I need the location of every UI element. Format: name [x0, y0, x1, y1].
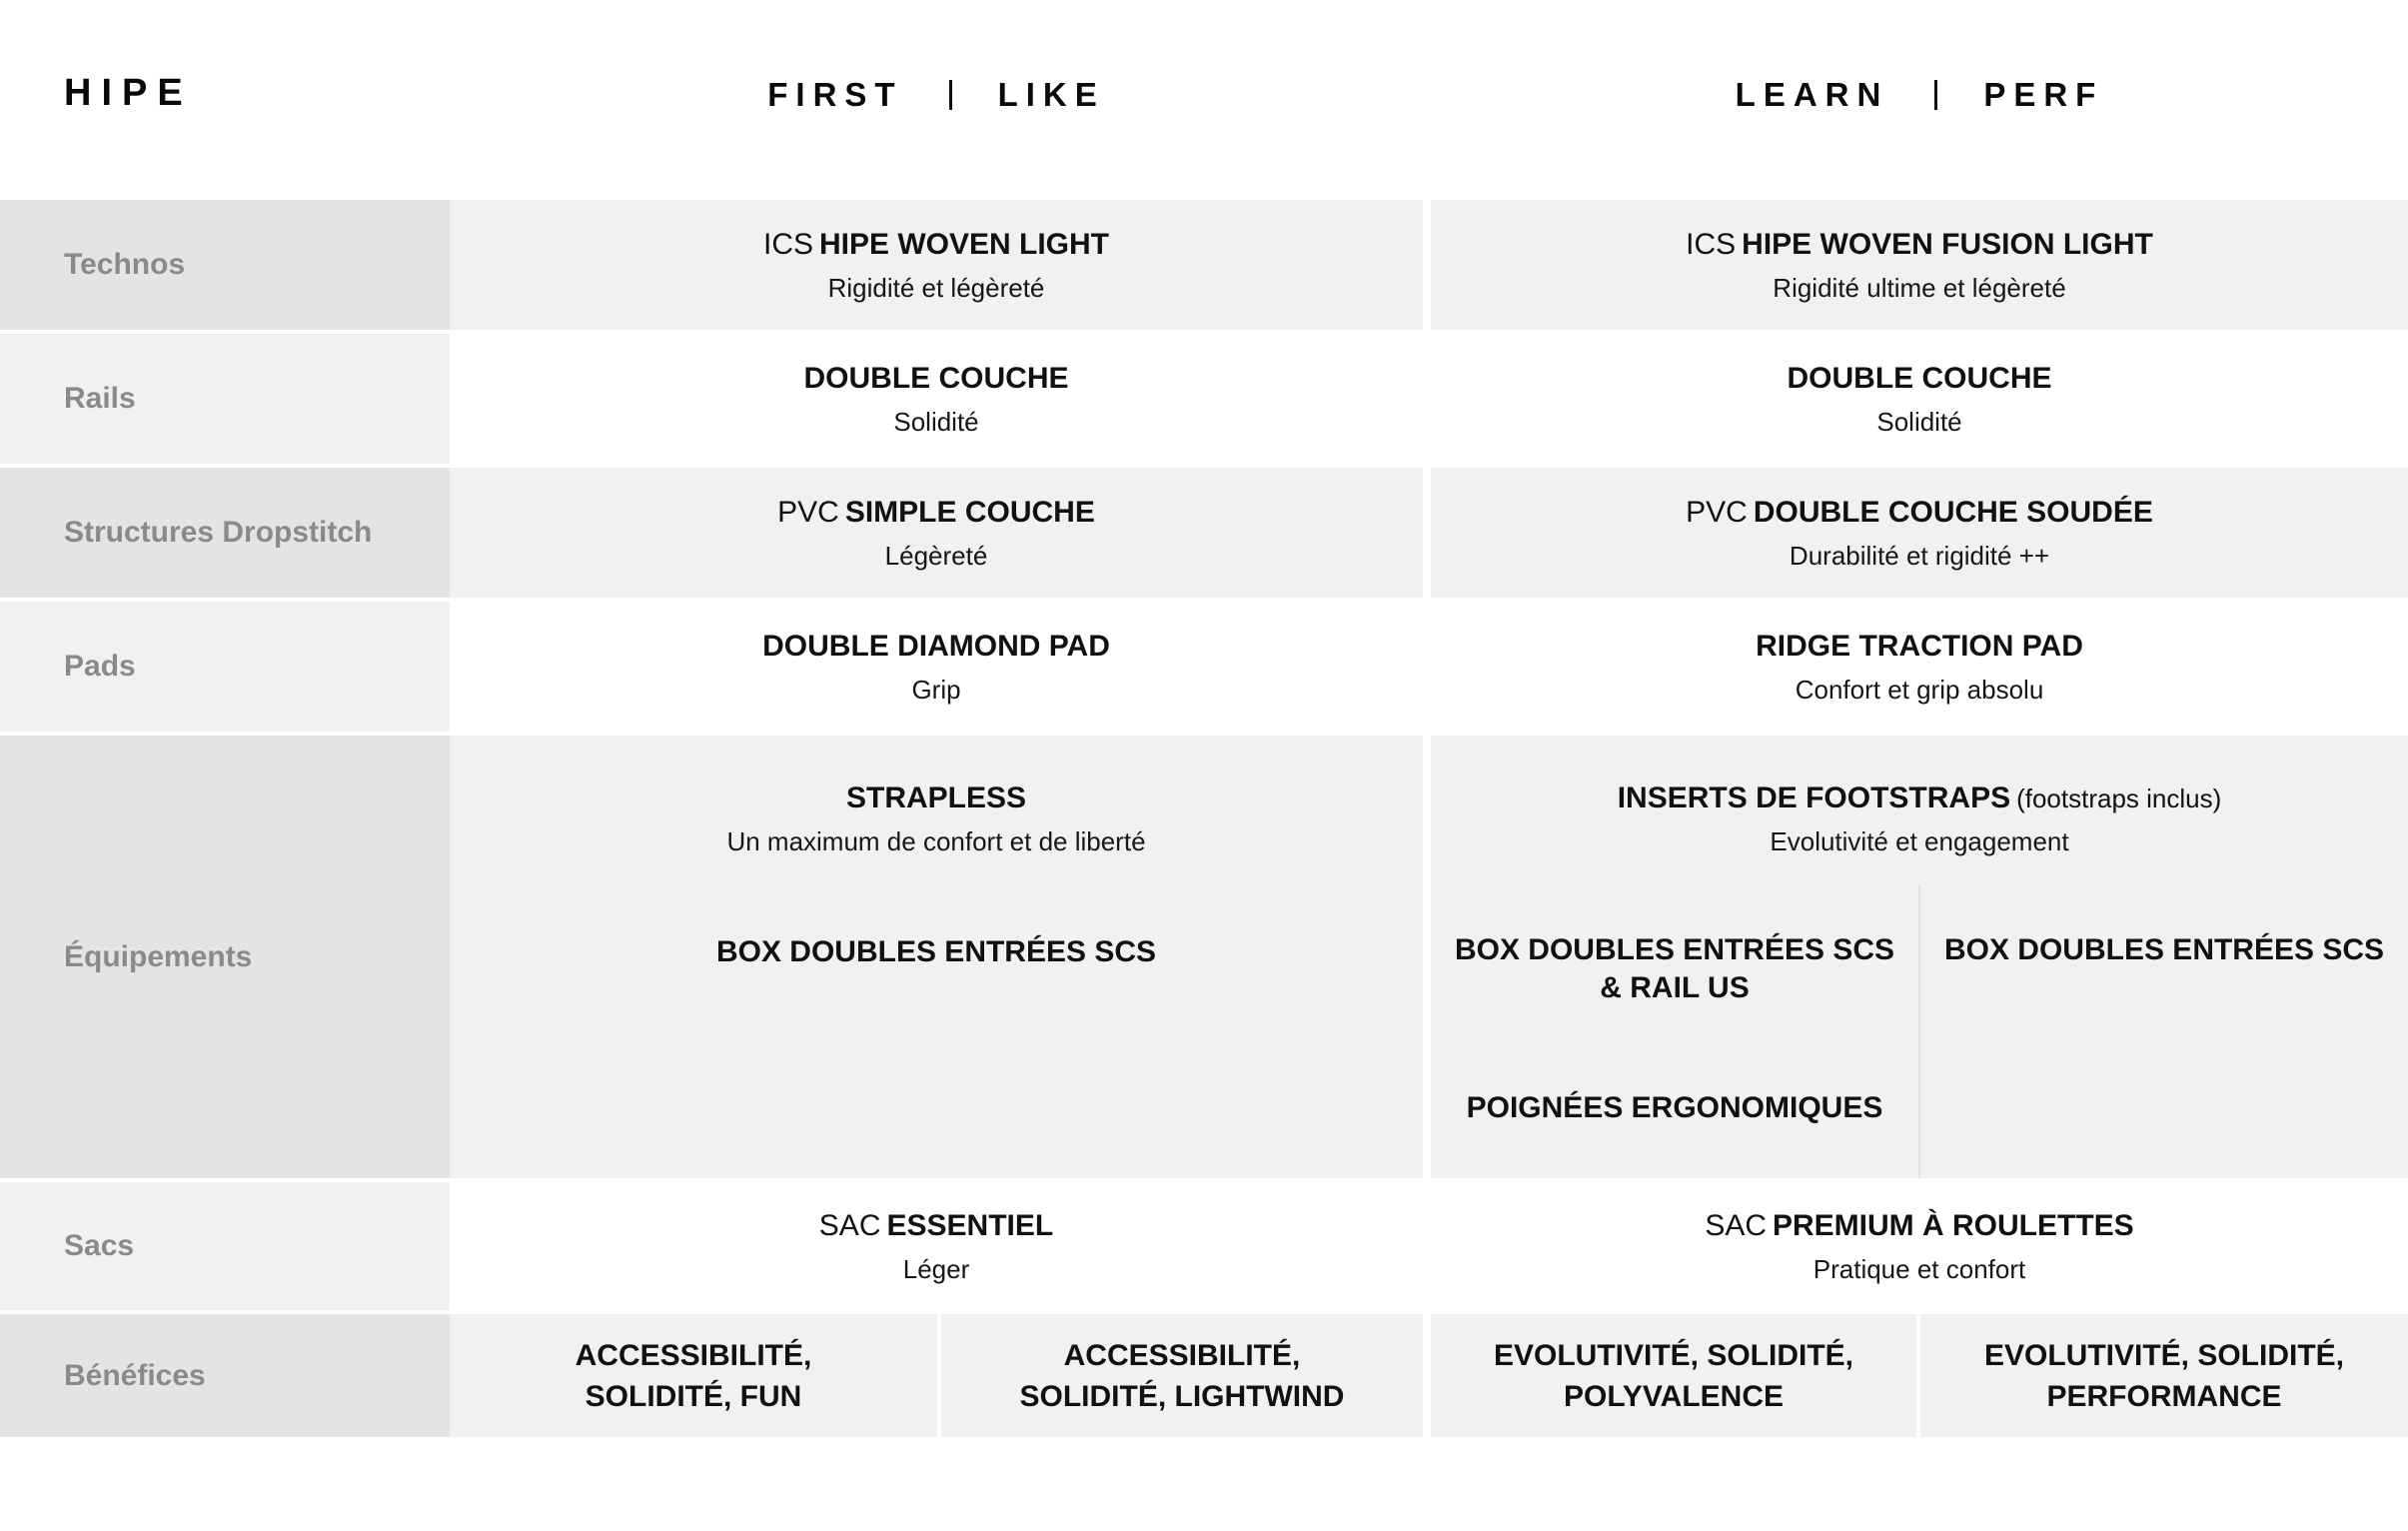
row-equipements [0, 736, 2408, 1178]
pad-subtitle: Confort et grip absolu [1795, 675, 2044, 705]
row-benefices [0, 1314, 2408, 1437]
dropstitch-name [1686, 494, 2153, 532]
rails-learn-perf-cell [1431, 334, 2408, 464]
techno-subtitle: Rigidité ultime et légèreté [1773, 273, 2066, 303]
row-label-equipements: Équipements [0, 736, 450, 1178]
row-label-sacs: Sacs [0, 1182, 450, 1310]
techno-title: HIPE WOVEN LIGHT [819, 228, 1110, 261]
row-technos [0, 200, 2408, 330]
techno-name [763, 226, 1109, 264]
dropstitch-subtitle: Durabilité et rigidité ++ [1789, 541, 2050, 571]
dropstitch-learn-perf-cell [1431, 468, 2408, 598]
technos-learn-perf-cell [1431, 200, 2408, 330]
benefice-line1: EVOLUTIVITÉ, SOLIDITÉ, [1493, 1338, 1854, 1372]
pads-first-like-cell [450, 602, 1423, 732]
row-label-technos: Technos [0, 200, 450, 330]
row-pads [0, 602, 2408, 732]
model-name-first: FIRST [767, 76, 903, 113]
techno-prefix: ICS [762, 228, 813, 261]
equipement-perf-subcolumn [1920, 885, 2408, 1178]
pad-title: RIDGE TRACTION PAD [1756, 630, 2083, 663]
sacs-first-like-cell [450, 1182, 1423, 1310]
sac-prefix: SAC [1705, 1209, 1767, 1242]
equipement-handles: POIGNÉES ERGONOMIQUES [1466, 1091, 1883, 1124]
technos-first-like-cell [450, 200, 1423, 330]
equipement-box-line1: BOX DOUBLES ENTRÉES SCS [1454, 933, 1895, 966]
column-header-learn-perf [1431, 76, 2408, 114]
row-dropstitch [0, 468, 2408, 598]
equipement-box-line2: & RAIL US [1600, 971, 1750, 1004]
row-label-dropstitch: Structures Dropstitch [0, 468, 450, 598]
dropstitch-title: DOUBLE COUCHE SOUDÉE [1753, 496, 2153, 529]
equipement-box: BOX DOUBLES ENTRÉES SCS [715, 935, 1157, 968]
pipe-separator-icon [1934, 80, 1937, 110]
sac-title: ESSENTIEL [886, 1209, 1054, 1242]
equipement-note: (footstraps inclus) [2016, 783, 2222, 813]
benefice-line2: SOLIDITÉ, FUN [585, 1379, 802, 1413]
sacs-learn-perf-cell [1431, 1182, 2408, 1310]
model-name-perf: PERF [1983, 76, 2104, 113]
row-label-rails: Rails [0, 334, 450, 464]
rail-subtitle: Solidité [893, 407, 979, 437]
row-label-pads: Pads [0, 602, 450, 732]
equipement-strapless-block [450, 779, 1423, 857]
row-label-benefices: Bénéfices [0, 1314, 450, 1437]
benefice-line1: EVOLUTIVITÉ, SOLIDITÉ, [1983, 1338, 2345, 1372]
benefice-line1: ACCESSIBILITÉ, [575, 1338, 812, 1372]
rail-title: DOUBLE COUCHE [1787, 362, 2052, 395]
row-sacs [0, 1182, 2408, 1310]
equipements-first-like-cell [450, 736, 1423, 1178]
benefice-line2: SOLIDITÉ, LIGHTWIND [1019, 1379, 1345, 1413]
pads-learn-perf-cell [1431, 602, 2408, 732]
techno-title: HIPE WOVEN FUSION LIGHT [1742, 228, 2153, 261]
equipement-subcolumns [1431, 885, 2408, 1178]
techno-name [1686, 226, 2153, 264]
sac-name [819, 1207, 1053, 1245]
pad-subtitle: Grip [911, 675, 961, 705]
comparison-table [0, 200, 2408, 1441]
techno-subtitle: Rigidité et légèreté [827, 273, 1045, 303]
rails-first-like-cell [450, 334, 1423, 464]
dropstitch-subtitle: Légèreté [884, 541, 988, 571]
benefice-first-cell [450, 1314, 937, 1437]
sac-title: PREMIUM À ROULETTES [1773, 1209, 2134, 1242]
sac-subtitle: Léger [902, 1254, 970, 1284]
brand-logo: HIPE [64, 72, 193, 114]
pipe-separator-icon [949, 80, 952, 110]
sac-subtitle: Pratique et confort [1812, 1254, 2026, 1284]
column-header-first-like [450, 76, 1423, 114]
benefice-like-cell [941, 1314, 1423, 1437]
dropstitch-first-like-cell [450, 468, 1423, 598]
equipement-box [1431, 931, 1918, 1007]
benefice-line2: PERFORMANCE [2046, 1379, 2282, 1413]
benefice-learn-cell [1431, 1314, 1916, 1437]
row-rails [0, 334, 2408, 464]
rail-title: DOUBLE COUCHE [803, 362, 1069, 395]
equipement-title-line [1431, 779, 2408, 817]
benefice-line1: ACCESSIBILITÉ, [1063, 1338, 1301, 1372]
sac-name [1705, 1207, 2133, 1245]
model-name-learn: LEARN [1735, 76, 1889, 113]
equipement-subtitle: Un maximum de confort et de liberté [726, 826, 1146, 856]
equipement-learn-subcolumn [1431, 885, 1918, 1178]
equipement-title: STRAPLESS [845, 781, 1027, 814]
benefice-perf-cell [1920, 1314, 2408, 1437]
dropstitch-name [777, 494, 1095, 532]
rail-subtitle: Solidité [1876, 407, 1962, 437]
pad-title: DOUBLE DIAMOND PAD [762, 630, 1110, 663]
equipement-footstraps-block [1431, 779, 2408, 857]
equipements-learn-perf-cell [1431, 736, 2408, 1178]
group-gap [1423, 1314, 1431, 1437]
sac-prefix: SAC [818, 1209, 881, 1242]
dropstitch-title: SIMPLE COUCHE [844, 496, 1095, 529]
equipement-subtitle: Evolutivité et engagement [1770, 826, 2069, 856]
model-name-like: LIKE [997, 76, 1105, 113]
equipement-box: BOX DOUBLES ENTRÉES SCS [1943, 933, 2385, 966]
dropstitch-prefix: PVC [1686, 496, 1748, 529]
dropstitch-prefix: PVC [777, 496, 839, 529]
equipement-title: INSERTS DE FOOTSTRAPS [1617, 781, 2011, 814]
techno-prefix: ICS [1686, 228, 1737, 261]
benefice-line2: POLYVALENCE [1563, 1379, 1785, 1413]
